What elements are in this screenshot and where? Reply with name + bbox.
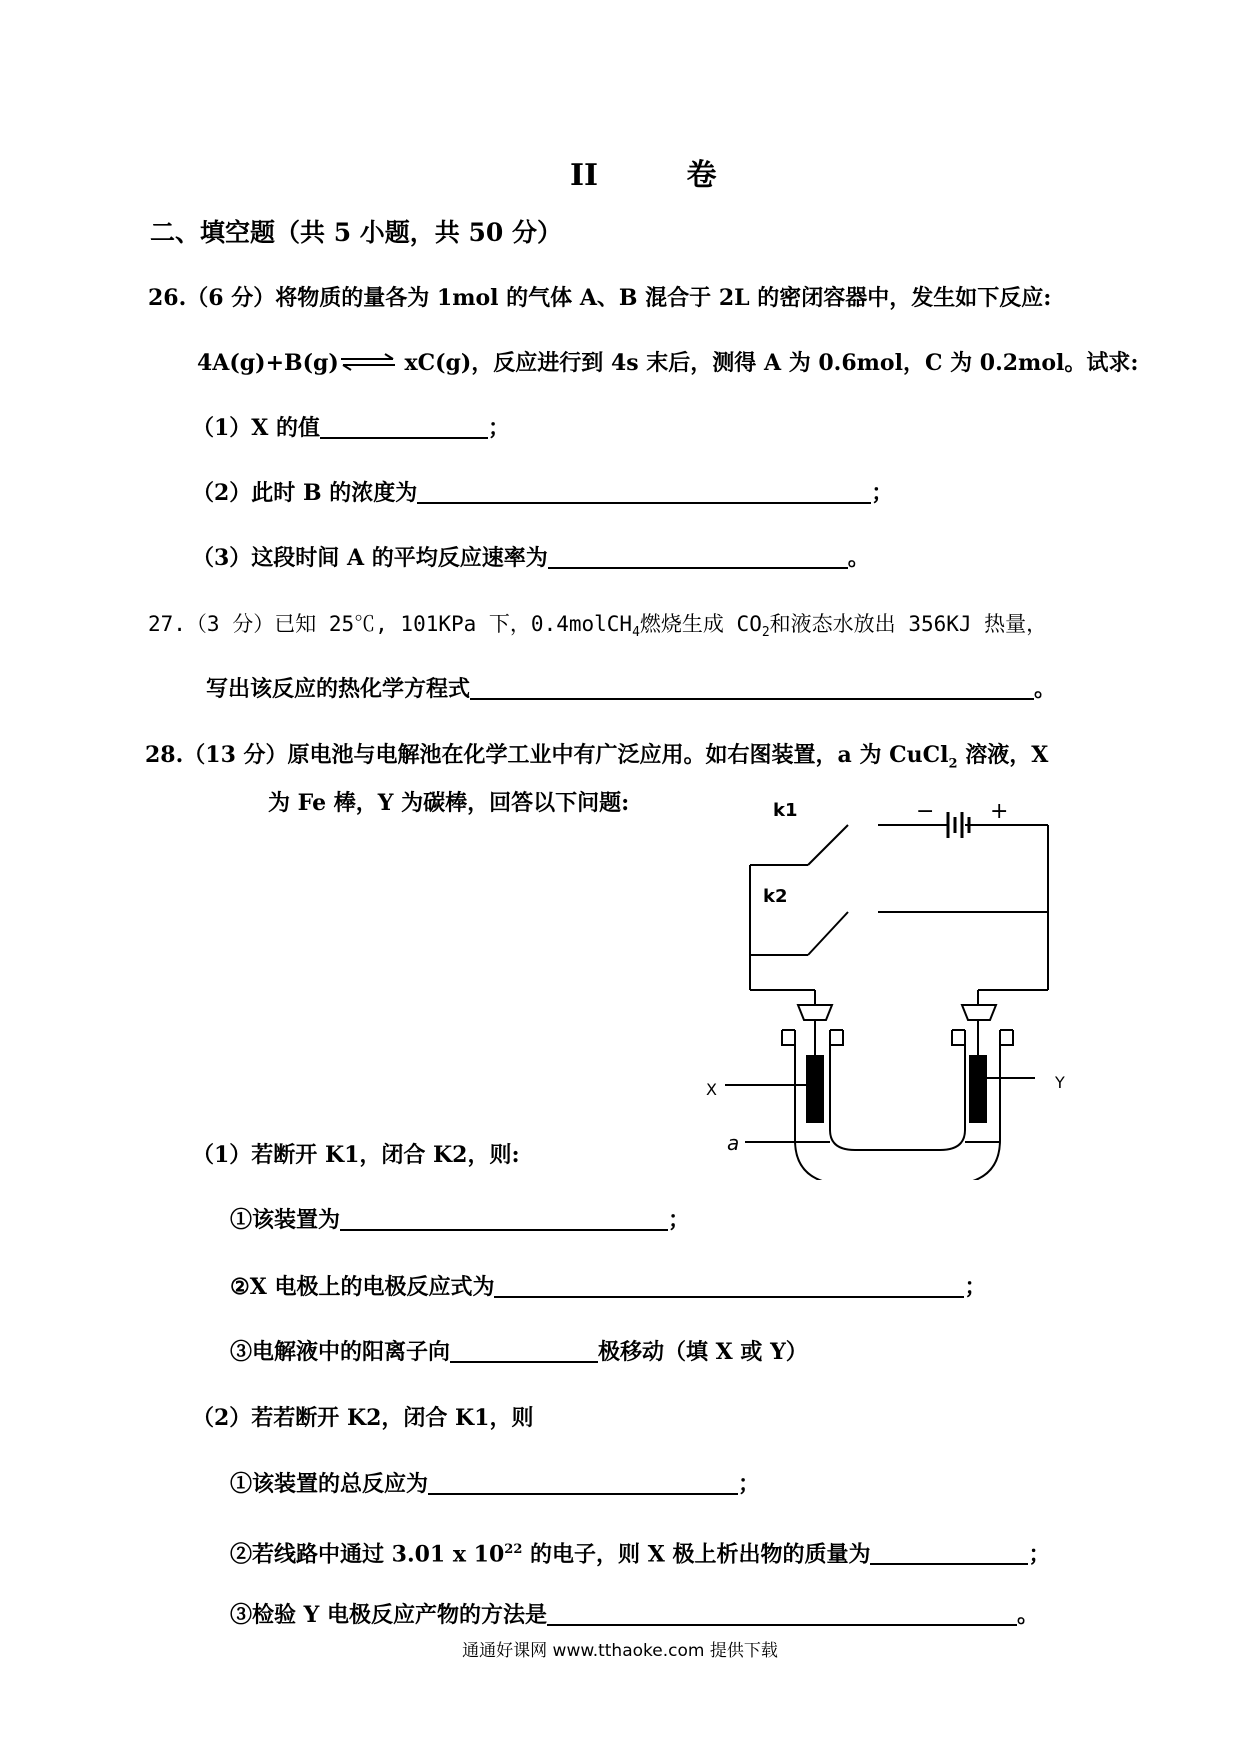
title-han: 卷 xyxy=(686,158,717,193)
q27-line2 xyxy=(206,674,1056,704)
electrolysis-diagram xyxy=(700,780,1100,1180)
q27-lead-text: 27.（3 分）已知 25℃, 101KPa 下，0.4molCH xyxy=(148,612,633,636)
q28-p2-2-end: ； xyxy=(1028,1541,1051,1568)
label-k1: k1 xyxy=(773,800,798,821)
q26-lead: 26.（6 分）将物质的量各为 1mol 的气体 A、B 混合于 2L 的密闭容器中，发生如下反应: xyxy=(148,285,1052,311)
q28-p1-1-blank[interactable] xyxy=(340,1207,668,1231)
q28-p2-2-blank[interactable] xyxy=(870,1541,1028,1565)
q28-p2-2-text: ②若线路中通过 3.01 x 10 xyxy=(230,1541,505,1568)
q27-blank[interactable] xyxy=(470,676,1034,700)
q26-p2-text: （2）此时 B 的浓度为 xyxy=(192,480,418,506)
q26-p3-blank[interactable] xyxy=(548,545,848,569)
q26-p2-end: ； xyxy=(871,480,894,506)
switch-k2[interactable] xyxy=(808,912,848,955)
page-title xyxy=(570,150,717,194)
q26-p2-blank[interactable] xyxy=(417,480,871,504)
battery-icon xyxy=(935,812,969,838)
q28-p1-1 xyxy=(230,1205,690,1235)
electrode-y xyxy=(969,1055,987,1123)
label-minus: − xyxy=(916,799,935,824)
q26-part2 xyxy=(192,478,893,508)
q26-p1-blank[interactable] xyxy=(320,415,488,439)
q27-lead-mid: 燃烧生成 CO xyxy=(639,612,762,636)
q28-sub: 2 xyxy=(948,756,958,772)
q28-p2-1 xyxy=(230,1469,760,1499)
q28-line2: 为 Fe 棒，Y 为碳棒，回答以下问题: xyxy=(268,790,630,816)
q27-sub1: 4 xyxy=(632,625,640,641)
q27-line2-end: 。 xyxy=(1034,676,1057,702)
q28-p2-3 xyxy=(230,1600,1039,1630)
q28-p2-3-end: 。 xyxy=(1017,1602,1040,1628)
q28-p2-2 xyxy=(230,1535,1050,1569)
q26-eq-left: 4A(g)+B(g) xyxy=(197,350,339,376)
q26-part1 xyxy=(192,413,510,443)
q28-part2-heading: （2）若若断开 K2，闭合 K1，则 xyxy=(192,1405,534,1431)
label-k2: k2 xyxy=(763,886,788,907)
q27-sub2: 2 xyxy=(761,625,770,641)
title-roman: II xyxy=(570,158,599,193)
q28-p1-2-text: ②X 电极上的电极反应式为 xyxy=(230,1274,495,1300)
q28-p2-1-blank[interactable] xyxy=(428,1471,738,1495)
q28-p1-1-text: ①该装置为 xyxy=(230,1207,341,1233)
q26-equation xyxy=(197,348,1138,378)
q28-p2-1-text: ①该装置的总反应为 xyxy=(230,1471,429,1497)
q28-p2-3-blank[interactable] xyxy=(547,1602,1017,1626)
q28-p1-2 xyxy=(230,1272,986,1302)
label-x: X xyxy=(706,1080,717,1099)
diagram-wires xyxy=(750,825,1048,1005)
q26-part3 xyxy=(192,543,870,573)
q28-p1-3-blank[interactable] xyxy=(450,1339,598,1363)
q28-p2-1-end: ； xyxy=(738,1471,761,1497)
q28-lead-end: 溶液，X xyxy=(957,742,1049,768)
q28-p1-3-end: 极移动（填 X 或 Y） xyxy=(598,1339,808,1365)
q28-p1-3 xyxy=(230,1337,808,1367)
label-a: a xyxy=(727,1131,740,1155)
electrode-x xyxy=(806,1055,824,1123)
q28-p1-3-text: ③电解液中的阳离子向 xyxy=(230,1339,451,1365)
q26-p3-text: （3）这段时间 A 的平均反应速率为 xyxy=(192,545,548,571)
switch-k1[interactable] xyxy=(808,825,848,865)
q27-line2-text: 写出该反应的热化学方程式 xyxy=(206,676,471,702)
q26-p3-end: 。 xyxy=(847,545,870,571)
q28-p1-2-blank[interactable] xyxy=(494,1274,964,1298)
section-heading: 二、填空题（共 5 小题，共 50 分） xyxy=(150,218,563,247)
q26-p1-end: ； xyxy=(488,415,511,441)
q28-p2-3-text: ③检验 Y 电极反应产物的方法是 xyxy=(230,1602,548,1628)
q28-lead xyxy=(145,740,1048,779)
q26-p1-text: （1）X 的值 xyxy=(192,415,321,441)
label-y: Y xyxy=(1055,1073,1065,1092)
footer-credit: 通通好课网 www.tthaoke.com 提供下载 xyxy=(462,1641,778,1661)
q26-eq-right: xC(g)，反应进行到 4s 末后，测得 A 为 0.6mol，C 为 0.2mol。试求: xyxy=(396,350,1139,376)
q28-part1-heading: （1）若断开 K1，闭合 K2，则: xyxy=(192,1142,520,1168)
q28-p2-2-sup: 22 xyxy=(504,1542,523,1557)
label-plus: + xyxy=(990,799,1009,824)
q27-lead-end: 和液态水放出 356KJ 热量， xyxy=(769,612,1048,636)
q27-lead xyxy=(148,609,1047,648)
q28-lead-text: 28.（13 分）原电池与电解池在化学工业中有广泛应用。如右图装置，a 为 CuCl xyxy=(145,742,949,768)
q28-p2-2-mid: 的电子，则 X 极上析出物的质量为 xyxy=(522,1541,871,1568)
equilibrium-arrow-icon xyxy=(339,352,397,372)
q28-p1-1-end: ； xyxy=(668,1207,691,1233)
q28-p1-2-end: ； xyxy=(964,1274,987,1300)
